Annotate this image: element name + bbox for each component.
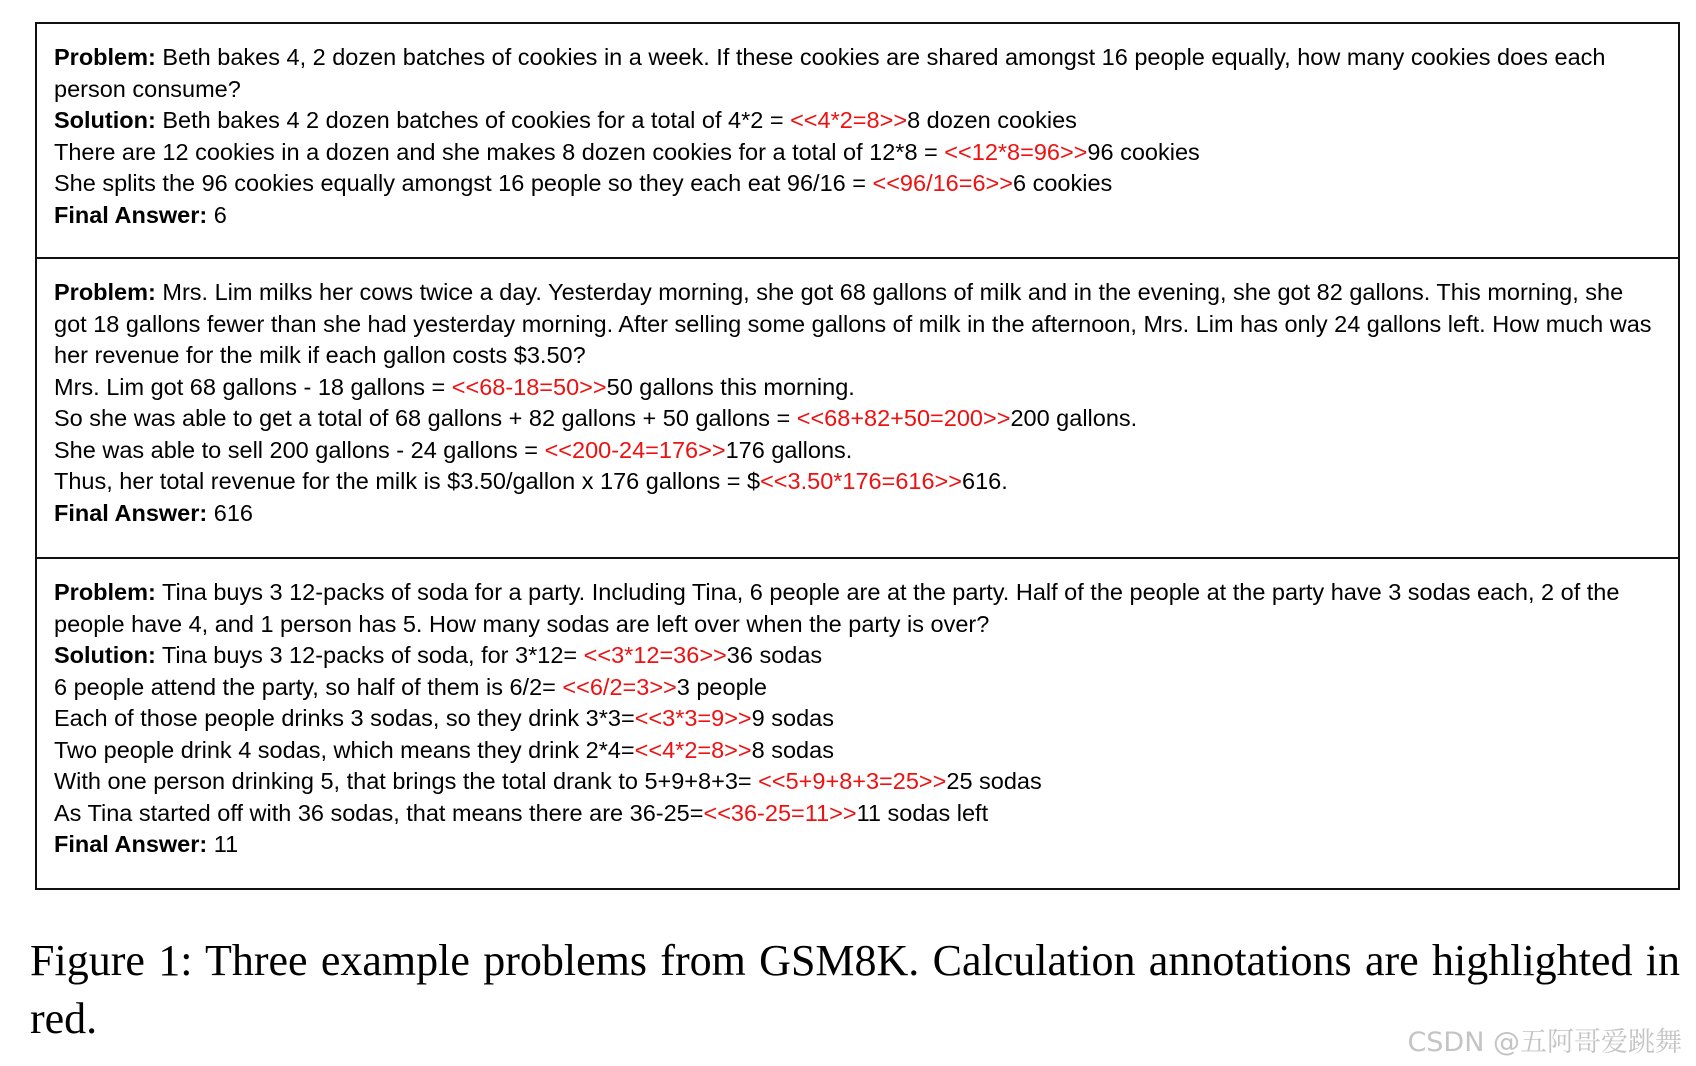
final-answer (54, 200, 1660, 232)
final-answer-value: 616 (213, 499, 253, 526)
step-result: 50 gallons this morning. (606, 373, 855, 400)
problem-label: Problem: (54, 44, 156, 70)
solution-step (54, 137, 1660, 169)
solution-step (54, 735, 1660, 767)
step-text: As Tina started off with 36 sodas, that means there are 36-25= (54, 799, 704, 826)
solution-step (54, 798, 1660, 830)
problem-statement (54, 277, 1660, 372)
step-result: 9 sodas (751, 705, 834, 731)
calculation-annotation: <<36-25=11>> (703, 799, 857, 826)
calculation-annotation: <<3*12=36>> (583, 642, 727, 668)
calculation-annotation: <<200-24=176>> (544, 436, 726, 463)
problem-label: Problem: (54, 579, 156, 605)
step-text: Tina buys 3 12-packs of soda, for 3*12= (161, 642, 584, 668)
calculation-annotation: <<4*2=8>> (634, 736, 752, 763)
step-result: 36 sodas (726, 642, 823, 668)
solution-step (54, 105, 1660, 137)
step-text: Beth bakes 4 2 dozen batches of cookies for a total of 4*2 = (162, 107, 791, 133)
step-result: 96 cookies (1087, 138, 1200, 165)
figure-caption: Figure 1: Three example problems from GSM8K. Calculation annotations are highlighted in red. (30, 936, 1680, 1043)
final-answer-label: Final Answer: (54, 499, 208, 526)
solution-step (54, 703, 1660, 735)
step-text: With one person drinking 5, that brings the total drank to 5+9+8+3= (54, 768, 759, 794)
step-text: She splits the 96 cookies equally amongst 16 people so they each eat 96/16 = (54, 170, 873, 196)
problem-text: Beth bakes 4, 2 dozen batches of cookies in a week. If these cookies are shared amongst 16 people equally, how many cookies does each person consume? (54, 44, 1606, 102)
calculation-annotation: <<68-18=50>> (451, 373, 607, 400)
solution-step (54, 372, 1660, 404)
step-text: There are 12 cookies in a dozen and she makes 8 dozen cookies for a total of 12*8 = (54, 138, 945, 165)
problem-statement (54, 577, 1660, 640)
problem-text: Tina buys 3 12-packs of soda for a party. Including Tina, 6 people are at the party. Half of the people at the party have 3 sodas each, 2 of the people have 4, and 1 person has 5. How many sodas are left over when the party is over? (54, 579, 1620, 637)
step-result: 8 sodas (751, 736, 834, 763)
solution-step (54, 435, 1660, 467)
solution-step (54, 168, 1660, 200)
step-result: 176 gallons. (725, 436, 853, 463)
step-text: Mrs. Lim got 68 gallons - 18 gallons = (54, 373, 452, 400)
solution-step (54, 672, 1660, 704)
step-text: Each of those people drinks 3 sodas, so they drink 3*3= (54, 705, 635, 731)
step-text: 6 people attend the party, so half of them is 6/2= (54, 673, 563, 700)
final-answer-value: 6 (213, 201, 227, 228)
calculation-annotation: <<3.50*176=616>> (760, 468, 962, 494)
step-result: 200 gallons. (1010, 405, 1138, 431)
final-answer (54, 498, 1660, 530)
watermark: CSDN @五阿哥爱跳舞 (1407, 1027, 1682, 1058)
problem-label: Problem: (54, 279, 156, 305)
step-text: Two people drink 4 sodas, which means they drink 2*4= (54, 736, 635, 763)
example-panel-3 (37, 559, 1678, 890)
problem-statement (54, 42, 1660, 105)
calculation-annotation: <<4*2=8>> (790, 107, 908, 133)
solution-step (54, 466, 1660, 498)
final-answer-value: 11 (213, 831, 239, 857)
step-result: 3 people (676, 673, 767, 700)
step-result: 6 cookies (1012, 170, 1113, 196)
final-answer-label: Final Answer: (54, 201, 208, 228)
example-panel-1 (37, 24, 1678, 259)
calculation-annotation: <<6/2=3>> (562, 673, 677, 700)
calculation-annotation: <<96/16=6>> (872, 170, 1013, 196)
step-text: Thus, her total revenue for the milk is $3.50/gallon x 176 gallons = $ (54, 468, 761, 494)
step-result: 616. (962, 468, 1008, 494)
calculation-annotation: <<5+9+8+3=25>> (758, 768, 947, 794)
solution-step (54, 403, 1660, 435)
figure-box (35, 22, 1680, 890)
solution-label: Solution: (54, 107, 156, 133)
calculation-annotation: <<68+82+50=200>> (796, 405, 1011, 431)
solution-label: Solution: (54, 642, 156, 668)
example-panel-2 (37, 259, 1678, 559)
step-result: 11 sodas left (856, 799, 989, 826)
calculation-annotation: <<3*3=9>> (634, 705, 752, 731)
solution-step (54, 640, 1660, 672)
step-result: 8 dozen cookies (907, 107, 1077, 133)
step-text: So she was able to get a total of 68 gallons + 82 gallons + 50 gallons = (54, 405, 797, 431)
problem-text: Mrs. Lim milks her cows twice a day. Yesterday morning, she got 68 gallons of milk and in the evening, she got 82 gallons. This morning, she got 18 gallons fewer than she had yesterday morning. After selling some gallons of milk in the afternoon, Mrs. Lim has only 24 gallons left. How much was her revenue for the milk if each gallon costs $3.50? (54, 279, 1652, 368)
final-answer (54, 829, 1660, 861)
step-text: She was able to sell 200 gallons - 24 gallons = (54, 436, 545, 463)
final-answer-label: Final Answer: (54, 831, 208, 857)
step-result: 25 sodas (946, 768, 1042, 794)
solution-step (54, 766, 1660, 798)
calculation-annotation: <<12*8=96>> (944, 138, 1088, 165)
